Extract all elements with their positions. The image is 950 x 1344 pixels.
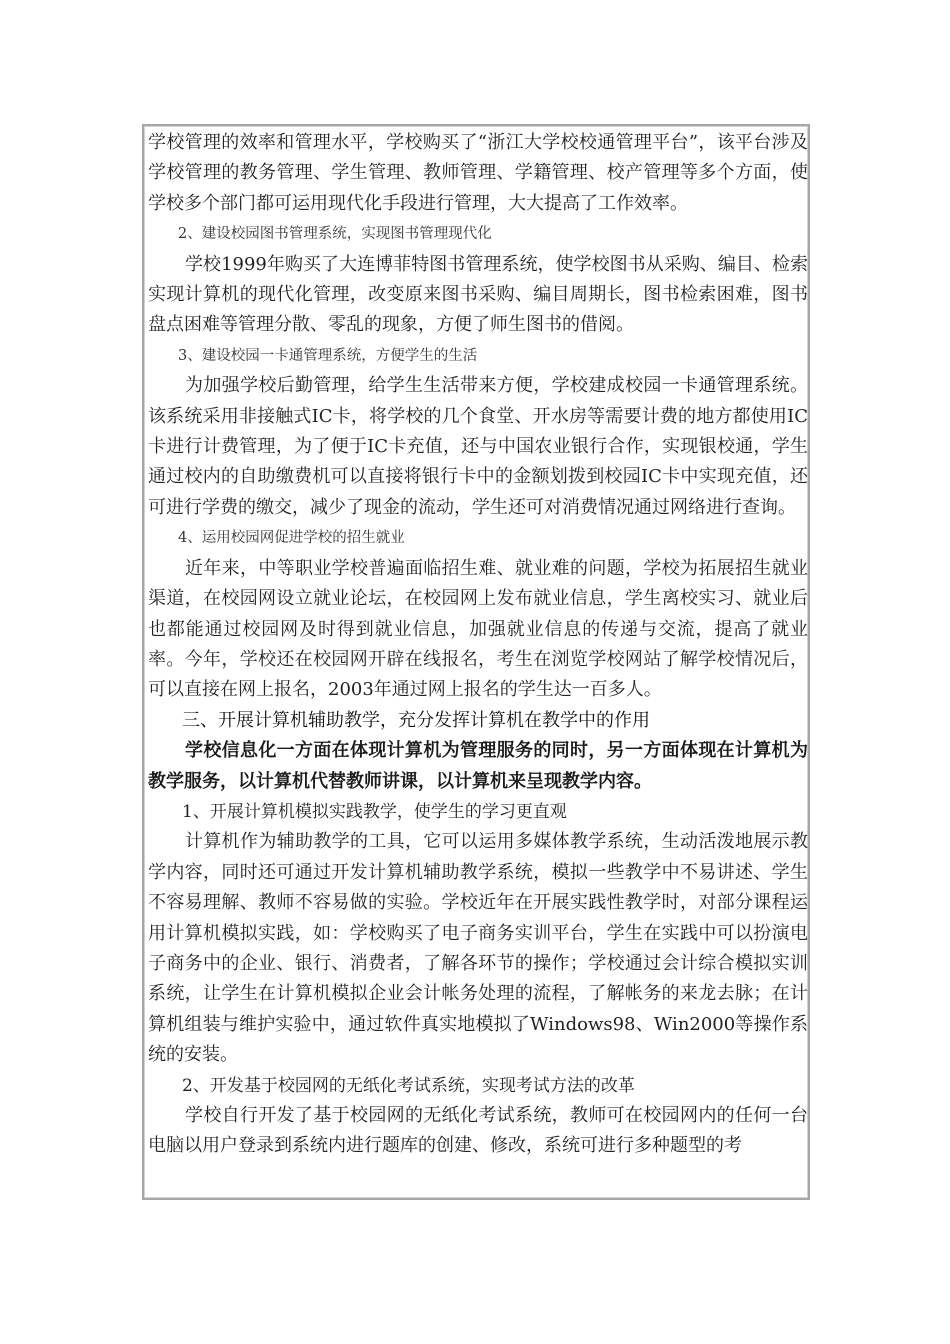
subheading-campus-card: 3、建设校园一卡通管理系统，方便学生的生活 [178,347,478,364]
paragraph-paperless-exam: 学校自行开发了基于校园网的无纸化考试系统，教师可在校园网内的任何一台电脑以用户登录到系统内进行题库的创建、修改，系统可进行多种题型的考 [148,1105,808,1157]
paragraph-enrollment: 近年来，中等职业学校普遍面临招生难、就业难的问题，学校为拓展招生就业渠道，在校园网设立就业论坛，在校园网上发布就业信息，学生离校实习、就业后也都能通过校园网及时得到就业信息，加强就业信息的传递与交流，提高了就业率。今年，学校还在校园网开辟在线报名，考生在浏览学校网站了解学校情况后，可以直接在网上报名，2003年通过网上报名的学生达一百多人。 [148,557,808,701]
text-frame [142,124,810,1200]
subheading-simulation: 1、开展计算机模拟实践教学，使学生的学习更直观 [182,801,567,822]
paragraph-simulation: 计算机作为辅助教学的工具，它可以运用多媒体教学系统，生动活泼地展示教学内容，同时还可通过开发计算机辅助教学系统，模拟一些教学中不易讲述、学生不容易理解、教师不容易做的实验。学校近年在开展实践性教学时，对部分课程运用计算机模拟实践，如：学校购买了电子商务实训平台，学生在实践中可以扮演电子商务中的企业、银行、消费者，了解各环节的操作；学校通过会计综合模拟实训系统，让学生在计算机模拟企业会计帐务处理的流程，了解帐务的来龙去脉；在计算机组装与维护实验中，通过软件真实地模拟了Windows98、Win2000等操作系统的安装。 [148,831,808,1066]
paragraph-school-management: 学校管理的效率和管理水平，学校购买了“浙江大学校校通管理平台”，该平台涉及学校管理的教务管理、学生管理、教师管理、学籍管理、校产管理等多个方面，使学校多个部门都可运用现代化手段进行管理，大大提高了工作效率。 [148,132,808,214]
section-heading-cai: 三、开展计算机辅助教学，充分发挥计算机在教学中的作用 [182,709,650,731]
paragraph-library-system: 学校1999年购买了大连博菲特图书管理系统，使学校图书从采购、编目、检索实现计算机的现代化管理，改变原来图书采购、编目周期长，图书检索困难，图书盘点困难等管理分散、零乱的现象，方便了师生图书的借阅。 [148,253,808,336]
subheading-enrollment: 4、运用校园网促进学校的招生就业 [178,530,405,547]
subheading-library-system: 2、建设校园图书管理系统，实现图书管理现代化 [178,226,492,243]
document-body [148,128,808,1162]
paragraph-campus-card: 为加强学校后勤管理，给学生生活带来方便，学校建成校园一卡通管理系统。该系统采用非接触式IC卡，将学校的几个食堂、开水房等需要计费的地方都使用IC卡进行计费管理，为了便于IC卡充值，还与中国农业银行合作，实现银校通，学生通过校内的自助缴费机可以直接将银行卡中的金额划拨到校园IC卡中实现充值，还可进行学费的缴交，减少了现金的流动，学生还可对消费情况通过网络进行查询。 [148,375,808,518]
paragraph-cai-intro: 学校信息化一方面在体现计算机为管理服务的同时，另一方面体现在计算机为教学服务，以计算机代替教师讲课，以计算机来呈现教学内容。 [148,740,808,792]
subheading-paperless-exam: 2、开发基于校园网的无纸化考试系统，实现考试方法的改革 [182,1075,635,1096]
